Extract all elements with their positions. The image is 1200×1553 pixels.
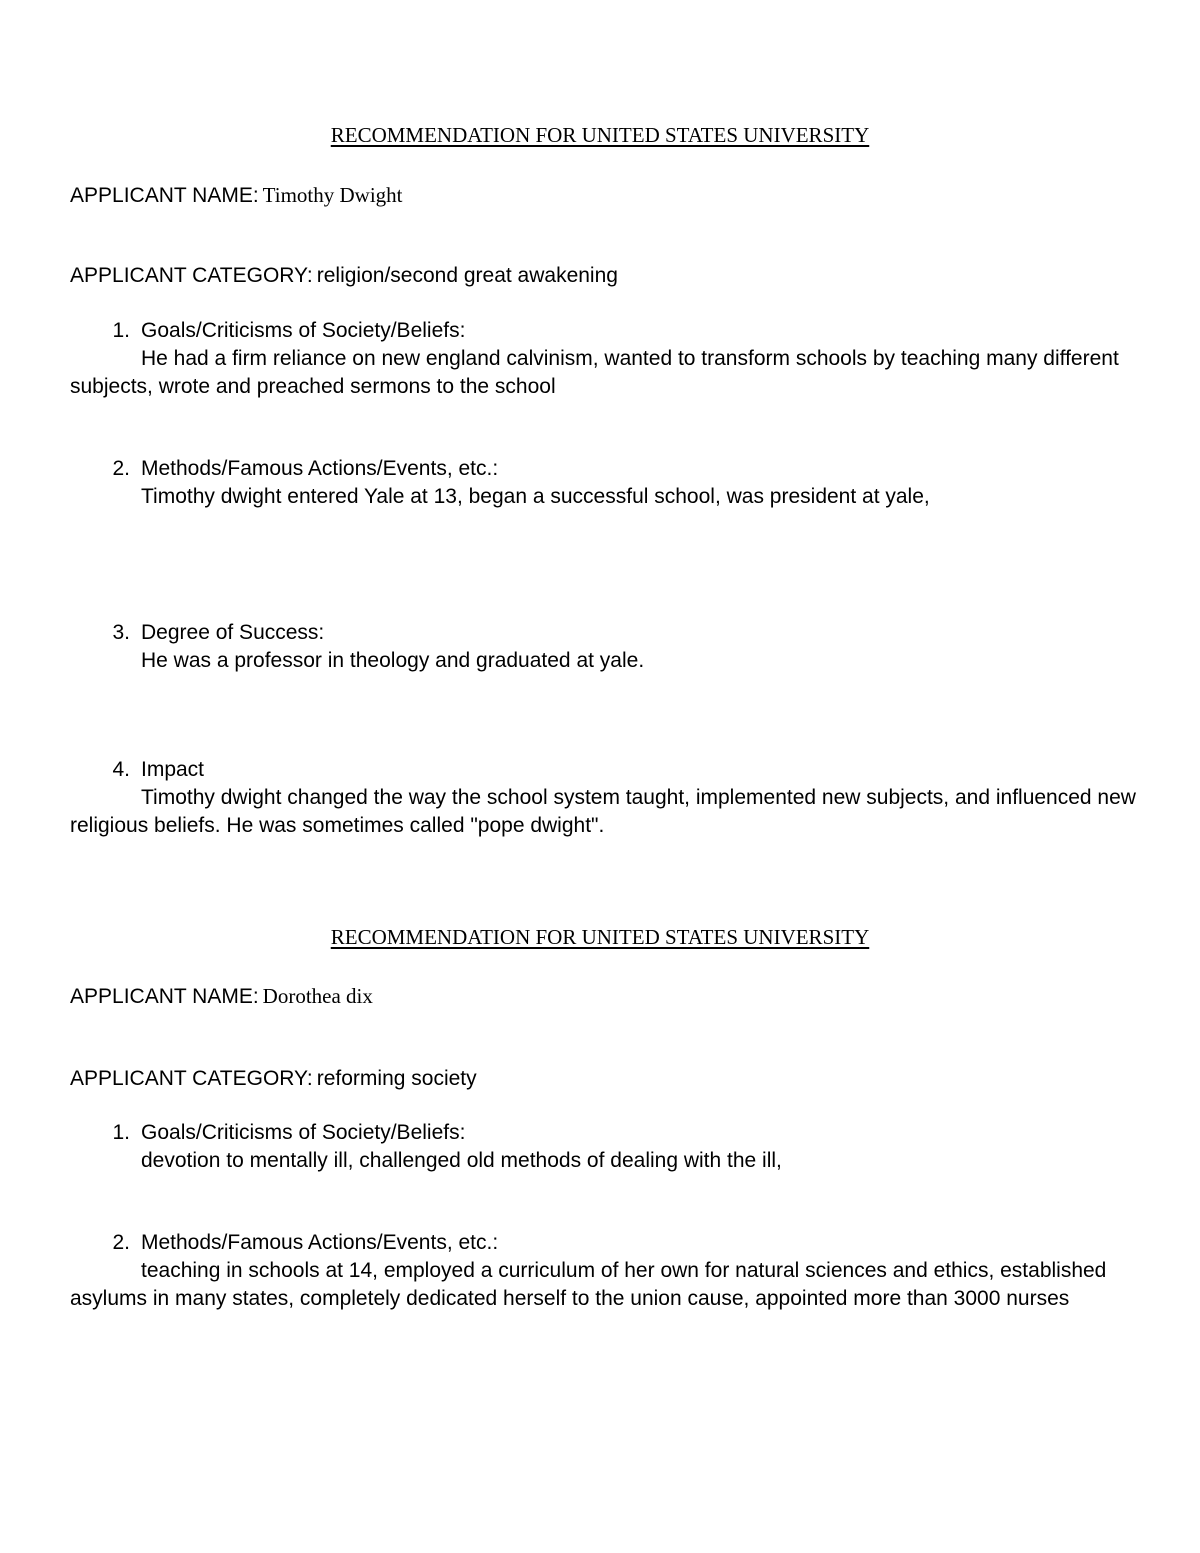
item-text: He was a professor in theology and graduated at yale. bbox=[141, 649, 645, 672]
item-heading: Goals/Criticisms of Society/Beliefs: bbox=[141, 319, 466, 342]
item-heading: Impact bbox=[141, 758, 205, 781]
item-heading: Methods/Famous Actions/Events, etc.: bbox=[141, 457, 499, 480]
record-2-title: RECOMMENDATION FOR UNITED STATES UNIVERSITY bbox=[330, 925, 870, 949]
record-2-applicant-name bbox=[70, 982, 373, 1011]
item-heading: Degree of Success: bbox=[141, 621, 325, 644]
applicant-name-label: APPLICANT NAME: bbox=[70, 985, 259, 1008]
item-text: teaching in schools at 14, employed a curriculum of her own for natural sciences and ethics, established asylums in many states, completely dedicated herself to the union cause, appointed more than 3000 nurses bbox=[70, 1259, 1107, 1310]
applicant-category-label: APPLICANT CATEGORY: bbox=[70, 1067, 313, 1090]
item-number: 1. bbox=[112, 319, 130, 342]
item-heading: Goals/Criticisms of Society/Beliefs: bbox=[141, 1121, 466, 1144]
item-number: 2. bbox=[112, 1231, 130, 1254]
item-heading: Methods/Famous Actions/Events, etc.: bbox=[141, 1231, 499, 1254]
record-1-applicant-category bbox=[70, 262, 618, 290]
item-text: He had a firm reliance on new england calvinism, wanted to transform schools by teaching many different subjects, wrote and preached sermons to the school bbox=[70, 347, 1119, 398]
record-2-applicant-category bbox=[70, 1065, 477, 1093]
item-text: Timothy dwight changed the way the school system taught, implemented new subjects, and influenced new religious beliefs. He was sometimes called "pope dwight". bbox=[70, 786, 1136, 837]
item-number: 3. bbox=[112, 621, 130, 644]
applicant-category-value: religion/second great awakening bbox=[316, 264, 618, 287]
item-text: Timothy dwight entered Yale at 13, began a successful school, was president at yale, bbox=[141, 485, 930, 508]
item-number: 4. bbox=[112, 758, 130, 781]
applicant-name-value: Dorothea dix bbox=[262, 984, 373, 1008]
item-number: 1. bbox=[112, 1121, 130, 1144]
applicant-name-value: Timothy Dwight bbox=[262, 183, 403, 207]
item-number: 2. bbox=[112, 457, 130, 480]
applicant-category-value: reforming society bbox=[316, 1067, 477, 1090]
applicant-category-label: APPLICANT CATEGORY: bbox=[70, 264, 313, 287]
record-1-applicant-name bbox=[70, 181, 403, 210]
record-1-title: RECOMMENDATION FOR UNITED STATES UNIVERSITY bbox=[330, 123, 870, 147]
applicant-name-label: APPLICANT NAME: bbox=[70, 184, 259, 207]
item-text: devotion to mentally ill, challenged old methods of dealing with the ill, bbox=[141, 1149, 782, 1172]
